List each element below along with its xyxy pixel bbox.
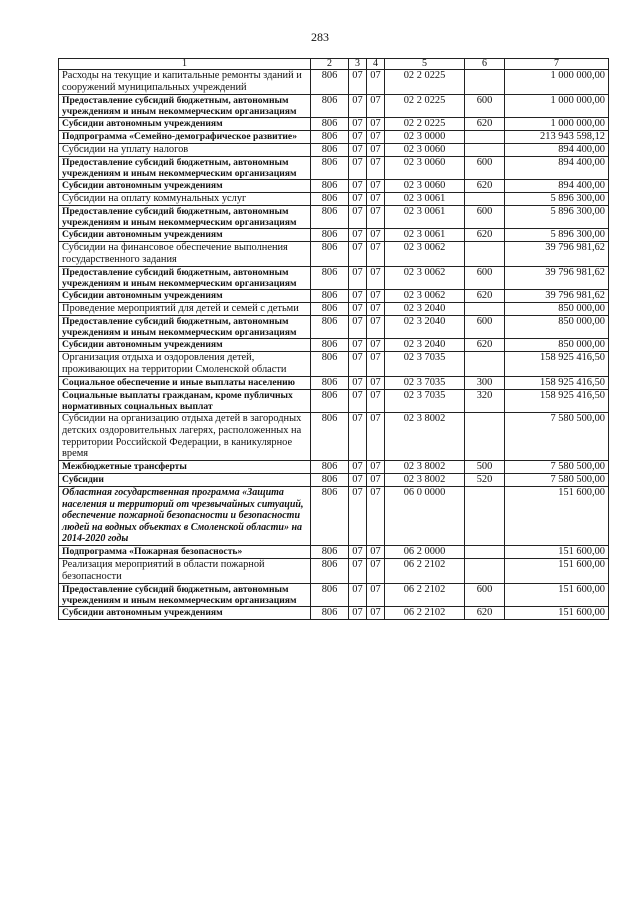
target-article-cell: 02 3 2040 bbox=[385, 302, 465, 315]
department-code-cell: 806 bbox=[311, 179, 349, 192]
table-row bbox=[59, 241, 609, 266]
subsection-code-cell: 07 bbox=[367, 338, 385, 351]
target-article-cell: 02 3 0062 bbox=[385, 289, 465, 302]
amount-cell: 151 600,00 bbox=[505, 545, 609, 558]
row-name-cell: Проведение мероприятий для детей и семей с детьми bbox=[59, 302, 311, 315]
amount-cell: 7 580 500,00 bbox=[505, 474, 609, 487]
expense-type-cell bbox=[465, 351, 505, 376]
row-name-cell: Субсидии bbox=[59, 474, 311, 487]
row-name-cell: Предоставление субсидий бюджетным, автономным учреждениям и иным некоммерческим организациям bbox=[59, 205, 311, 228]
expense-type-cell bbox=[465, 241, 505, 266]
amount-cell: 894 400,00 bbox=[505, 143, 609, 156]
subsection-code-cell: 07 bbox=[367, 289, 385, 302]
amount-cell: 5 896 300,00 bbox=[505, 228, 609, 241]
table-row bbox=[59, 583, 609, 606]
amount-cell: 1 000 000,00 bbox=[505, 94, 609, 117]
table-row bbox=[59, 351, 609, 376]
department-code-cell: 806 bbox=[311, 205, 349, 228]
subsection-code-cell: 07 bbox=[367, 130, 385, 143]
amount-cell: 894 400,00 bbox=[505, 179, 609, 192]
table-row bbox=[59, 412, 609, 461]
subsection-code-cell: 07 bbox=[367, 412, 385, 461]
expense-type-cell: 520 bbox=[465, 474, 505, 487]
amount-cell: 850 000,00 bbox=[505, 338, 609, 351]
amount-cell: 158 925 416,50 bbox=[505, 351, 609, 376]
table-row bbox=[59, 266, 609, 289]
expense-type-cell: 300 bbox=[465, 376, 505, 389]
section-code-cell: 07 bbox=[349, 205, 367, 228]
expense-type-cell: 600 bbox=[465, 205, 505, 228]
expense-type-cell: 600 bbox=[465, 266, 505, 289]
section-code-cell: 07 bbox=[349, 583, 367, 606]
section-code-cell: 07 bbox=[349, 241, 367, 266]
section-code-cell: 07 bbox=[349, 376, 367, 389]
row-name-cell: Субсидии автономным учреждениям bbox=[59, 117, 311, 130]
department-code-cell: 806 bbox=[311, 289, 349, 302]
subsection-code-cell: 07 bbox=[367, 205, 385, 228]
column-header: 2 bbox=[311, 59, 349, 70]
row-name-cell: Предоставление субсидий бюджетным, автономным учреждениям и иным некоммерческим организациям bbox=[59, 266, 311, 289]
department-code-cell: 806 bbox=[311, 545, 349, 558]
column-header: 4 bbox=[367, 59, 385, 70]
expense-type-cell: 620 bbox=[465, 338, 505, 351]
row-name-cell: Субсидии автономным учреждениям bbox=[59, 228, 311, 241]
expense-type-cell: 620 bbox=[465, 606, 505, 619]
expense-type-cell: 600 bbox=[465, 315, 505, 338]
expense-type-cell: 500 bbox=[465, 461, 505, 474]
row-name-cell: Субсидии автономным учреждениям bbox=[59, 289, 311, 302]
section-code-cell: 07 bbox=[349, 461, 367, 474]
row-name-cell: Расходы на текущие и капитальные ремонты зданий и сооружений муниципальных учреждений bbox=[59, 70, 311, 95]
row-name-cell: Субсидии автономным учреждениям bbox=[59, 606, 311, 619]
subsection-code-cell: 07 bbox=[367, 487, 385, 546]
target-article-cell: 02 3 0061 bbox=[385, 228, 465, 241]
target-article-cell: 06 2 0000 bbox=[385, 545, 465, 558]
table-row bbox=[59, 130, 609, 143]
row-name-cell: Социальное обеспечение и иные выплаты населению bbox=[59, 376, 311, 389]
subsection-code-cell: 07 bbox=[367, 192, 385, 205]
section-code-cell: 07 bbox=[349, 487, 367, 546]
department-code-cell: 806 bbox=[311, 192, 349, 205]
expense-type-cell: 620 bbox=[465, 179, 505, 192]
amount-cell: 151 600,00 bbox=[505, 487, 609, 546]
row-name-cell: Предоставление субсидий бюджетным, автономным учреждениям и иным некоммерческим организациям bbox=[59, 583, 311, 606]
table-row bbox=[59, 143, 609, 156]
department-code-cell: 806 bbox=[311, 583, 349, 606]
department-code-cell: 806 bbox=[311, 376, 349, 389]
table-row bbox=[59, 70, 609, 95]
table-body bbox=[59, 70, 609, 620]
section-code-cell: 07 bbox=[349, 389, 367, 412]
section-code-cell: 07 bbox=[349, 558, 367, 583]
row-name-cell: Субсидии на финансовое обеспечение выполнения государственного задания bbox=[59, 241, 311, 266]
amount-cell: 151 600,00 bbox=[505, 583, 609, 606]
subsection-code-cell: 07 bbox=[367, 376, 385, 389]
subsection-code-cell: 07 bbox=[367, 94, 385, 117]
department-code-cell: 806 bbox=[311, 228, 349, 241]
column-header: 1 bbox=[59, 59, 311, 70]
table-row bbox=[59, 117, 609, 130]
target-article-cell: 02 3 7035 bbox=[385, 389, 465, 412]
table-row bbox=[59, 205, 609, 228]
subsection-code-cell: 07 bbox=[367, 179, 385, 192]
amount-cell: 1 000 000,00 bbox=[505, 70, 609, 95]
expense-type-cell bbox=[465, 70, 505, 95]
amount-cell: 151 600,00 bbox=[505, 606, 609, 619]
target-article-cell: 02 3 7035 bbox=[385, 351, 465, 376]
expense-type-cell bbox=[465, 130, 505, 143]
target-article-cell: 02 2 0225 bbox=[385, 70, 465, 95]
target-article-cell: 02 3 0060 bbox=[385, 179, 465, 192]
department-code-cell: 806 bbox=[311, 70, 349, 95]
row-name-cell: Социальные выплаты гражданам, кроме публичных нормативных социальных выплат bbox=[59, 389, 311, 412]
department-code-cell: 806 bbox=[311, 606, 349, 619]
row-name-cell: Субсидии на организацию отдыха детей в загородных детских оздоровительных лагерях, расположенных на территории Российской Федерации, в каникулярное время bbox=[59, 412, 311, 461]
expense-type-cell bbox=[465, 302, 505, 315]
expense-type-cell bbox=[465, 487, 505, 546]
row-name-cell: Межбюджетные трансферты bbox=[59, 461, 311, 474]
table-row bbox=[59, 289, 609, 302]
target-article-cell: 06 2 2102 bbox=[385, 606, 465, 619]
section-code-cell: 07 bbox=[349, 228, 367, 241]
table-row bbox=[59, 315, 609, 338]
department-code-cell: 806 bbox=[311, 338, 349, 351]
section-code-cell: 07 bbox=[349, 156, 367, 179]
table-row bbox=[59, 487, 609, 546]
section-code-cell: 07 bbox=[349, 192, 367, 205]
department-code-cell: 806 bbox=[311, 302, 349, 315]
amount-cell: 1 000 000,00 bbox=[505, 117, 609, 130]
target-article-cell: 02 3 2040 bbox=[385, 338, 465, 351]
department-code-cell: 806 bbox=[311, 130, 349, 143]
subsection-code-cell: 07 bbox=[367, 389, 385, 412]
row-name-cell: Субсидии автономным учреждениям bbox=[59, 338, 311, 351]
expense-type-cell bbox=[465, 143, 505, 156]
section-code-cell: 07 bbox=[349, 545, 367, 558]
target-article-cell: 06 2 2102 bbox=[385, 558, 465, 583]
subsection-code-cell: 07 bbox=[367, 266, 385, 289]
amount-cell: 158 925 416,50 bbox=[505, 376, 609, 389]
row-name-cell: Реализация мероприятий в области пожарной безопасности bbox=[59, 558, 311, 583]
table-row bbox=[59, 338, 609, 351]
budget-table bbox=[58, 58, 609, 620]
table-row bbox=[59, 474, 609, 487]
row-name-cell: Предоставление субсидий бюджетным, автономным учреждениям и иным некоммерческим организациям bbox=[59, 315, 311, 338]
column-header: 6 bbox=[465, 59, 505, 70]
table-row bbox=[59, 558, 609, 583]
department-code-cell: 806 bbox=[311, 117, 349, 130]
department-code-cell: 806 bbox=[311, 474, 349, 487]
amount-cell: 158 925 416,50 bbox=[505, 389, 609, 412]
department-code-cell: 806 bbox=[311, 315, 349, 338]
target-article-cell: 02 2 0225 bbox=[385, 117, 465, 130]
row-name-cell: Предоставление субсидий бюджетным, автономным учреждениям и иным некоммерческим организациям bbox=[59, 156, 311, 179]
section-code-cell: 07 bbox=[349, 179, 367, 192]
target-article-cell: 02 3 0062 bbox=[385, 266, 465, 289]
amount-cell: 39 796 981,62 bbox=[505, 289, 609, 302]
subsection-code-cell: 07 bbox=[367, 606, 385, 619]
row-name-cell: Субсидии на уплату налогов bbox=[59, 143, 311, 156]
section-code-cell: 07 bbox=[349, 289, 367, 302]
page-number: 283 bbox=[311, 30, 329, 44]
row-name-cell: Субсидии автономным учреждениям bbox=[59, 179, 311, 192]
amount-cell: 151 600,00 bbox=[505, 558, 609, 583]
department-code-cell: 806 bbox=[311, 389, 349, 412]
amount-cell: 39 796 981,62 bbox=[505, 241, 609, 266]
row-name-cell: Субсидии на оплату коммунальных услуг bbox=[59, 192, 311, 205]
department-code-cell: 806 bbox=[311, 143, 349, 156]
subsection-code-cell: 07 bbox=[367, 315, 385, 338]
target-article-cell: 02 3 7035 bbox=[385, 376, 465, 389]
amount-cell: 7 580 500,00 bbox=[505, 461, 609, 474]
target-article-cell: 02 3 2040 bbox=[385, 315, 465, 338]
expense-type-cell bbox=[465, 192, 505, 205]
subsection-code-cell: 07 bbox=[367, 143, 385, 156]
amount-cell: 213 943 598,12 bbox=[505, 130, 609, 143]
subsection-code-cell: 07 bbox=[367, 474, 385, 487]
target-article-cell: 02 3 8002 bbox=[385, 474, 465, 487]
subsection-code-cell: 07 bbox=[367, 70, 385, 95]
section-code-cell: 07 bbox=[349, 130, 367, 143]
amount-cell: 894 400,00 bbox=[505, 156, 609, 179]
department-code-cell: 806 bbox=[311, 412, 349, 461]
target-article-cell: 02 2 0225 bbox=[385, 94, 465, 117]
row-name-cell: Подпрограмма «Семейно-демографическое развитие» bbox=[59, 130, 311, 143]
amount-cell: 7 580 500,00 bbox=[505, 412, 609, 461]
section-code-cell: 07 bbox=[349, 474, 367, 487]
department-code-cell: 806 bbox=[311, 241, 349, 266]
amount-cell: 850 000,00 bbox=[505, 302, 609, 315]
subsection-code-cell: 07 bbox=[367, 461, 385, 474]
department-code-cell: 806 bbox=[311, 156, 349, 179]
section-code-cell: 07 bbox=[349, 117, 367, 130]
section-code-cell: 07 bbox=[349, 266, 367, 289]
target-article-cell: 06 2 2102 bbox=[385, 583, 465, 606]
expense-type-cell: 620 bbox=[465, 289, 505, 302]
expense-type-cell: 620 bbox=[465, 228, 505, 241]
table-row bbox=[59, 192, 609, 205]
table-row bbox=[59, 156, 609, 179]
column-header: 7 bbox=[505, 59, 609, 70]
expense-type-cell bbox=[465, 412, 505, 461]
amount-cell: 5 896 300,00 bbox=[505, 192, 609, 205]
subsection-code-cell: 07 bbox=[367, 302, 385, 315]
section-code-cell: 07 bbox=[349, 412, 367, 461]
target-article-cell: 02 3 0060 bbox=[385, 156, 465, 179]
row-name-cell: Предоставление субсидий бюджетным, автономным учреждениям и иным некоммерческим организациям bbox=[59, 94, 311, 117]
department-code-cell: 806 bbox=[311, 558, 349, 583]
expense-type-cell: 600 bbox=[465, 583, 505, 606]
table-row bbox=[59, 179, 609, 192]
section-code-cell: 07 bbox=[349, 70, 367, 95]
section-code-cell: 07 bbox=[349, 94, 367, 117]
target-article-cell: 02 3 0061 bbox=[385, 205, 465, 228]
subsection-code-cell: 07 bbox=[367, 228, 385, 241]
table-row bbox=[59, 302, 609, 315]
expense-type-cell bbox=[465, 558, 505, 583]
table-row bbox=[59, 606, 609, 619]
section-code-cell: 07 bbox=[349, 302, 367, 315]
amount-cell: 5 896 300,00 bbox=[505, 205, 609, 228]
subsection-code-cell: 07 bbox=[367, 156, 385, 179]
department-code-cell: 806 bbox=[311, 461, 349, 474]
expense-type-cell: 600 bbox=[465, 94, 505, 117]
subsection-code-cell: 07 bbox=[367, 545, 385, 558]
amount-cell: 850 000,00 bbox=[505, 315, 609, 338]
department-code-cell: 806 bbox=[311, 266, 349, 289]
section-code-cell: 07 bbox=[349, 315, 367, 338]
target-article-cell: 02 3 8002 bbox=[385, 461, 465, 474]
department-code-cell: 806 bbox=[311, 487, 349, 546]
department-code-cell: 806 bbox=[311, 94, 349, 117]
subsection-code-cell: 07 bbox=[367, 558, 385, 583]
expense-type-cell: 600 bbox=[465, 156, 505, 179]
expense-type-cell bbox=[465, 545, 505, 558]
department-code-cell: 806 bbox=[311, 351, 349, 376]
subsection-code-cell: 07 bbox=[367, 351, 385, 376]
subsection-code-cell: 07 bbox=[367, 117, 385, 130]
table-row bbox=[59, 228, 609, 241]
table-row bbox=[59, 461, 609, 474]
table-row bbox=[59, 389, 609, 412]
expense-type-cell: 320 bbox=[465, 389, 505, 412]
target-article-cell: 02 3 0000 bbox=[385, 130, 465, 143]
subsection-code-cell: 07 bbox=[367, 241, 385, 266]
target-article-cell: 02 3 0061 bbox=[385, 192, 465, 205]
row-name-cell: Организация отдыха и оздоровления детей, проживающих на территории Смоленской области bbox=[59, 351, 311, 376]
section-code-cell: 07 bbox=[349, 338, 367, 351]
table-row bbox=[59, 94, 609, 117]
row-name-cell: Подпрограмма «Пожарная безопасность» bbox=[59, 545, 311, 558]
expense-type-cell: 620 bbox=[465, 117, 505, 130]
section-code-cell: 07 bbox=[349, 606, 367, 619]
target-article-cell: 02 3 8002 bbox=[385, 412, 465, 461]
subsection-code-cell: 07 bbox=[367, 583, 385, 606]
header-row bbox=[59, 59, 609, 70]
target-article-cell: 06 0 0000 bbox=[385, 487, 465, 546]
column-header: 3 bbox=[349, 59, 367, 70]
row-name-cell: Областная государственная программа «Защита населения и территорий от чрезвычайных ситуаций, обеспечение пожарной безопасности и безопасности людей на водных объектах в Смоленской области» на 2014-2020 годы bbox=[59, 487, 311, 546]
section-code-cell: 07 bbox=[349, 143, 367, 156]
target-article-cell: 02 3 0062 bbox=[385, 241, 465, 266]
table-row bbox=[59, 376, 609, 389]
column-header: 5 bbox=[385, 59, 465, 70]
amount-cell: 39 796 981,62 bbox=[505, 266, 609, 289]
target-article-cell: 02 3 0060 bbox=[385, 143, 465, 156]
table-row bbox=[59, 545, 609, 558]
section-code-cell: 07 bbox=[349, 351, 367, 376]
